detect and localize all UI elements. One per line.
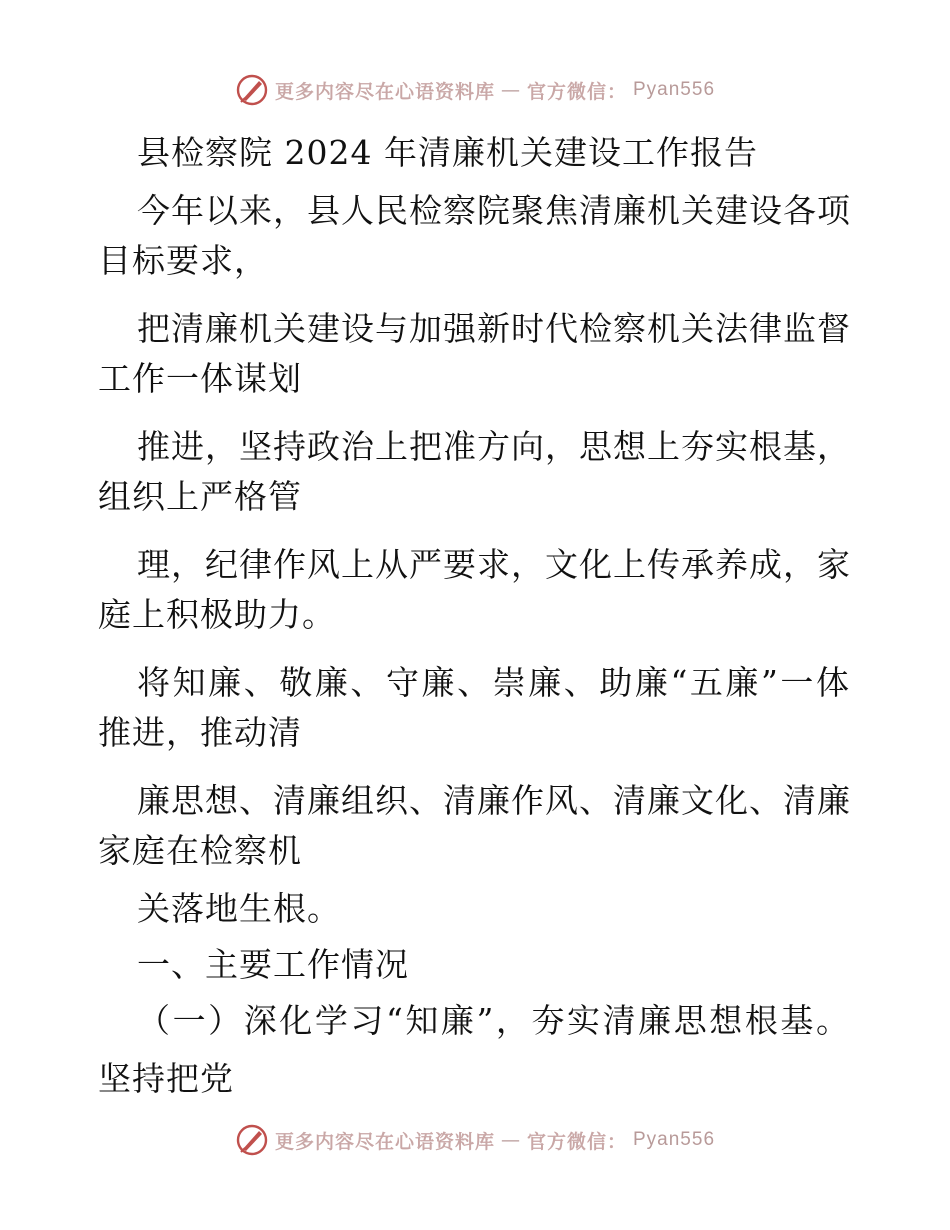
paragraph-line: 廉思想、清廉组织、清廉作风、清廉文化、清廉 <box>137 781 851 820</box>
paragraph-line: 将知廉、敬廉、守廉、崇廉、助廉“五廉”一体 <box>137 663 850 702</box>
section-heading: 一、主要工作情况 <box>137 945 409 984</box>
paragraph-line: 关落地生根。 <box>137 889 341 928</box>
subsection-heading: （一）深化学习“知廉”，夯实清廉思想根基。 <box>137 1001 850 1040</box>
footer-site-text: 更多内容尽在心语资料库 <box>274 1130 495 1153</box>
footer-contact-id: Pyan556 <box>633 1129 716 1150</box>
header-separator: — <box>500 79 521 101</box>
paragraph-line: 目标要求， <box>98 241 268 280</box>
paragraph-line: 组织上严格管 <box>98 477 302 516</box>
paragraph-line: 理，纪律作风上从严要求，文化上传承养成，家 <box>137 545 851 584</box>
footer-separator: — <box>500 1129 521 1151</box>
footer-banner <box>0 1120 950 1160</box>
paragraph-line: 推进，推动清 <box>98 713 302 752</box>
quill-pen-logo-icon <box>235 73 269 107</box>
header-site-text: 更多内容尽在心语资料库 <box>274 80 495 103</box>
paragraph-line: 坚持把党 <box>98 1059 234 1098</box>
header-contact-text: 官方微信： <box>526 80 627 103</box>
paragraph-line: 把清廉机关建设与加强新时代检察机关法律监督 <box>137 309 851 348</box>
paragraph-line: 推进，坚持政治上把准方向，思想上夯实根基， <box>137 427 851 466</box>
paragraph-line: 庭上积极助力。 <box>98 595 336 634</box>
document-title: 县检察院 2024 年清廉机关建设工作报告 <box>137 133 758 172</box>
header-banner <box>0 70 950 110</box>
paragraph-line: 家庭在检察机 <box>98 831 302 870</box>
paragraph-line: 今年以来，县人民检察院聚焦清廉机关建设各项 <box>137 191 851 230</box>
quill-pen-logo-icon <box>235 1123 269 1157</box>
paragraph-line: 工作一体谋划 <box>98 359 302 398</box>
header-contact-id: Pyan556 <box>633 79 716 100</box>
footer-contact-text: 官方微信： <box>526 1130 627 1153</box>
